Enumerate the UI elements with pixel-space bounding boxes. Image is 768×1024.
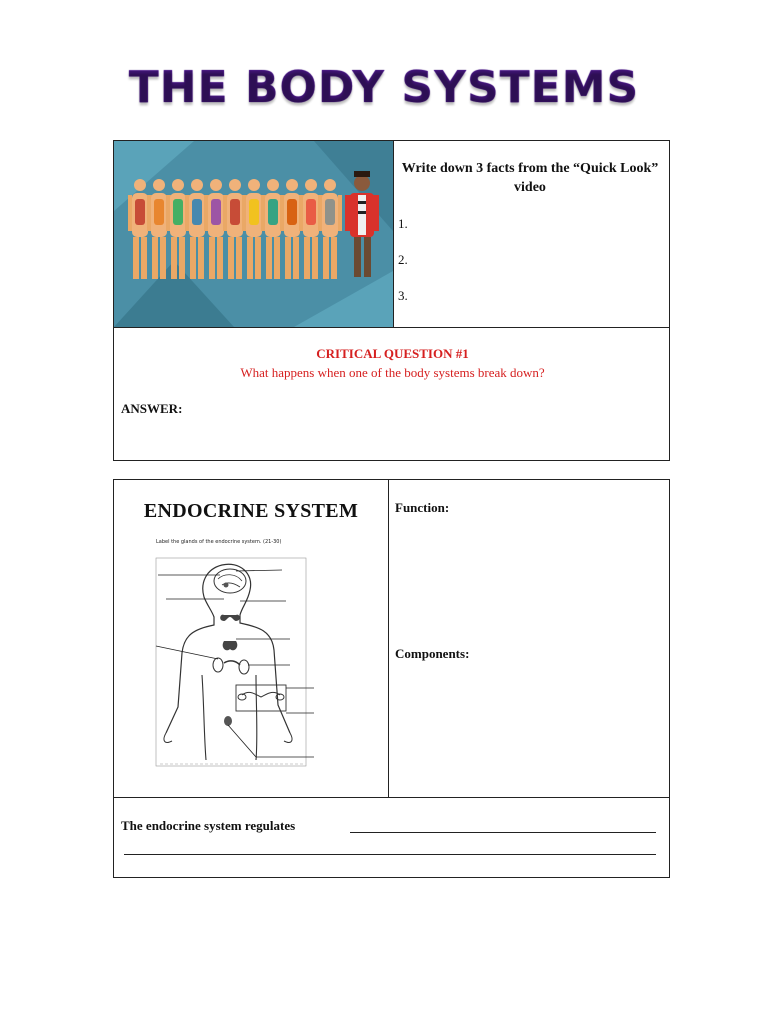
divider-vertical (388, 480, 389, 797)
divider-horizontal (114, 327, 669, 328)
critical-question-title: CRITICAL QUESTION #1 (316, 346, 469, 361)
answer-label: ANSWER: (121, 401, 183, 416)
critical-question-text: What happens when one of the body systems break down? (240, 365, 545, 380)
fact-item-3: 3. (398, 288, 408, 303)
divider-horizontal (114, 797, 669, 798)
endocrine-diagram (144, 535, 384, 775)
answer-line (350, 832, 656, 833)
function-label: Function: (395, 500, 450, 515)
divider-vertical (393, 141, 394, 327)
body-systems-illustration (114, 141, 393, 327)
fact-item-1: 1. (398, 216, 408, 231)
components-label: Components: (395, 646, 470, 661)
facts-heading: Write down 3 facts from the “Quick Look” video (401, 161, 659, 195)
endocrine-system-box (113, 479, 670, 878)
regulates-label: The endocrine system regulates (121, 818, 296, 833)
answer-line (124, 854, 656, 855)
page-title: THE BODY SYSTEMS (0, 62, 768, 113)
fact-item-2: 2. (398, 252, 408, 267)
endocrine-title: ENDOCRINE SYSTEM (143, 500, 359, 522)
body-systems-intro-box (113, 140, 670, 461)
diagram-caption: Label the glands of the endocrine system. (21-30) (156, 539, 282, 545)
